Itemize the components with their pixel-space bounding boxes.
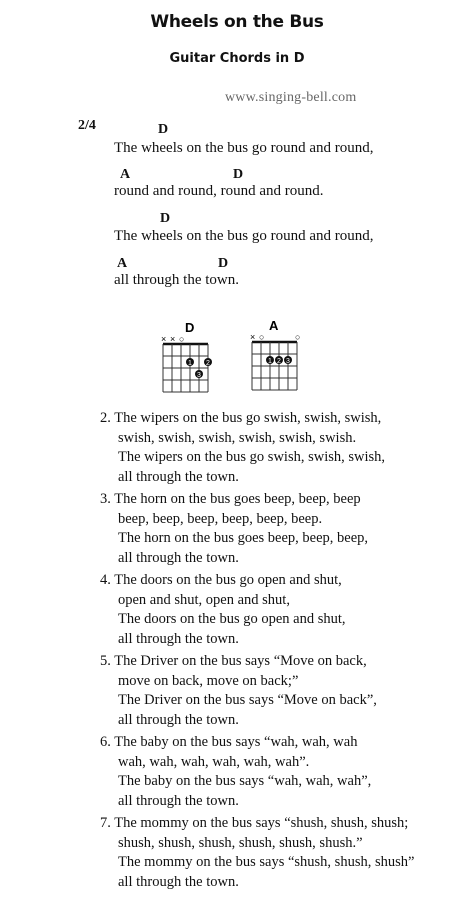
lyric-line: The wheels on the bus go round and round, — [114, 140, 374, 156]
chord-diagram-d — [158, 320, 218, 395]
verse-line: 3. The horn on the bus goes beep, beep, beep — [100, 491, 361, 507]
verse-line: The doors on the bus go open and shut, — [118, 611, 346, 627]
lyric-line: all through the town. — [114, 272, 239, 288]
muted-string-marker: × — [161, 334, 167, 344]
chord-label: A — [120, 167, 131, 182]
verse-line: all through the town. — [118, 711, 239, 728]
song-title: Wheels on the Bus — [150, 12, 324, 32]
verse-line: all through the town. — [118, 468, 239, 485]
lyric-line: The wheels on the bus go round and round, — [114, 228, 374, 244]
time-signature: 2/4 — [78, 118, 96, 133]
verse-line: wah, wah, wah, wah, wah, wah”. — [118, 753, 310, 770]
verse-line: all through the town. — [118, 873, 239, 890]
verse-line: all through the town. — [118, 792, 239, 809]
verse-line: 4. The doors on the bus go open and shut, — [100, 572, 342, 588]
verse-block — [100, 409, 385, 487]
verse-line: The mommy on the bus says “shush, shush, shush” — [118, 854, 415, 870]
website-link[interactable]: www.singing-bell.com — [225, 90, 357, 105]
verse-line: open and shut, open and shut, — [118, 591, 290, 608]
verse-line: 5. The Driver on the bus says “Move on back, — [100, 653, 367, 669]
finger-number: 1 — [268, 358, 272, 365]
verse-line: The baby on the bus says “wah, wah, wah”, — [118, 773, 372, 789]
verse-block — [100, 733, 371, 811]
finger-number: 3 — [197, 372, 201, 379]
open-string-marker: ○ — [259, 332, 265, 342]
verse-block — [100, 814, 414, 892]
finger-number: 3 — [286, 358, 290, 365]
verse-line: The horn on the bus goes beep, beep, beep, — [118, 530, 369, 546]
verse-line: move on back, move on back;” — [118, 672, 299, 689]
verse-line: 7. The mommy on the bus says “shush, shush, shush; — [100, 815, 409, 831]
finger-number: 2 — [206, 360, 210, 367]
verse-line: 6. The baby on the bus says “wah, wah, wah — [100, 734, 358, 750]
verse-block — [100, 490, 368, 568]
chord-diagram-a — [247, 318, 307, 393]
open-string-marker: ○ — [295, 332, 301, 342]
chord-label: D — [160, 211, 171, 226]
verse-line: beep, beep, beep, beep, beep, beep. — [118, 510, 323, 527]
verse-line: The Driver on the bus says “Move on back”, — [118, 692, 377, 708]
verse-line: all through the town. — [118, 630, 239, 647]
verse-block — [100, 652, 377, 730]
chord-label: A — [117, 256, 128, 271]
verse-line: The wipers on the bus go swish, swish, swish, — [118, 449, 386, 465]
verse-block — [100, 571, 346, 649]
chord-label: D — [218, 256, 229, 271]
verse-line: 2. The wipers on the bus go swish, swish, swish, — [100, 410, 382, 426]
lyric-line: round and round, round and round. — [114, 183, 324, 199]
open-string-marker: ○ — [179, 334, 185, 344]
chord-label: D — [233, 167, 244, 182]
finger-number: 2 — [277, 358, 281, 365]
song-subtitle: Guitar Chords in D — [169, 51, 305, 66]
verse-line: all through the town. — [118, 549, 239, 566]
verse-line: shush, shush, shush, shush, shush, shush.” — [118, 834, 363, 851]
finger-number: 1 — [188, 360, 192, 367]
chord-label: D — [158, 122, 169, 137]
chord-diagram-title: D — [185, 320, 195, 335]
chord-diagram-title: A — [269, 318, 279, 333]
muted-string-marker: × — [170, 334, 176, 344]
verse-line: swish, swish, swish, swish, swish, swish. — [118, 429, 357, 446]
muted-string-marker: × — [250, 332, 256, 342]
